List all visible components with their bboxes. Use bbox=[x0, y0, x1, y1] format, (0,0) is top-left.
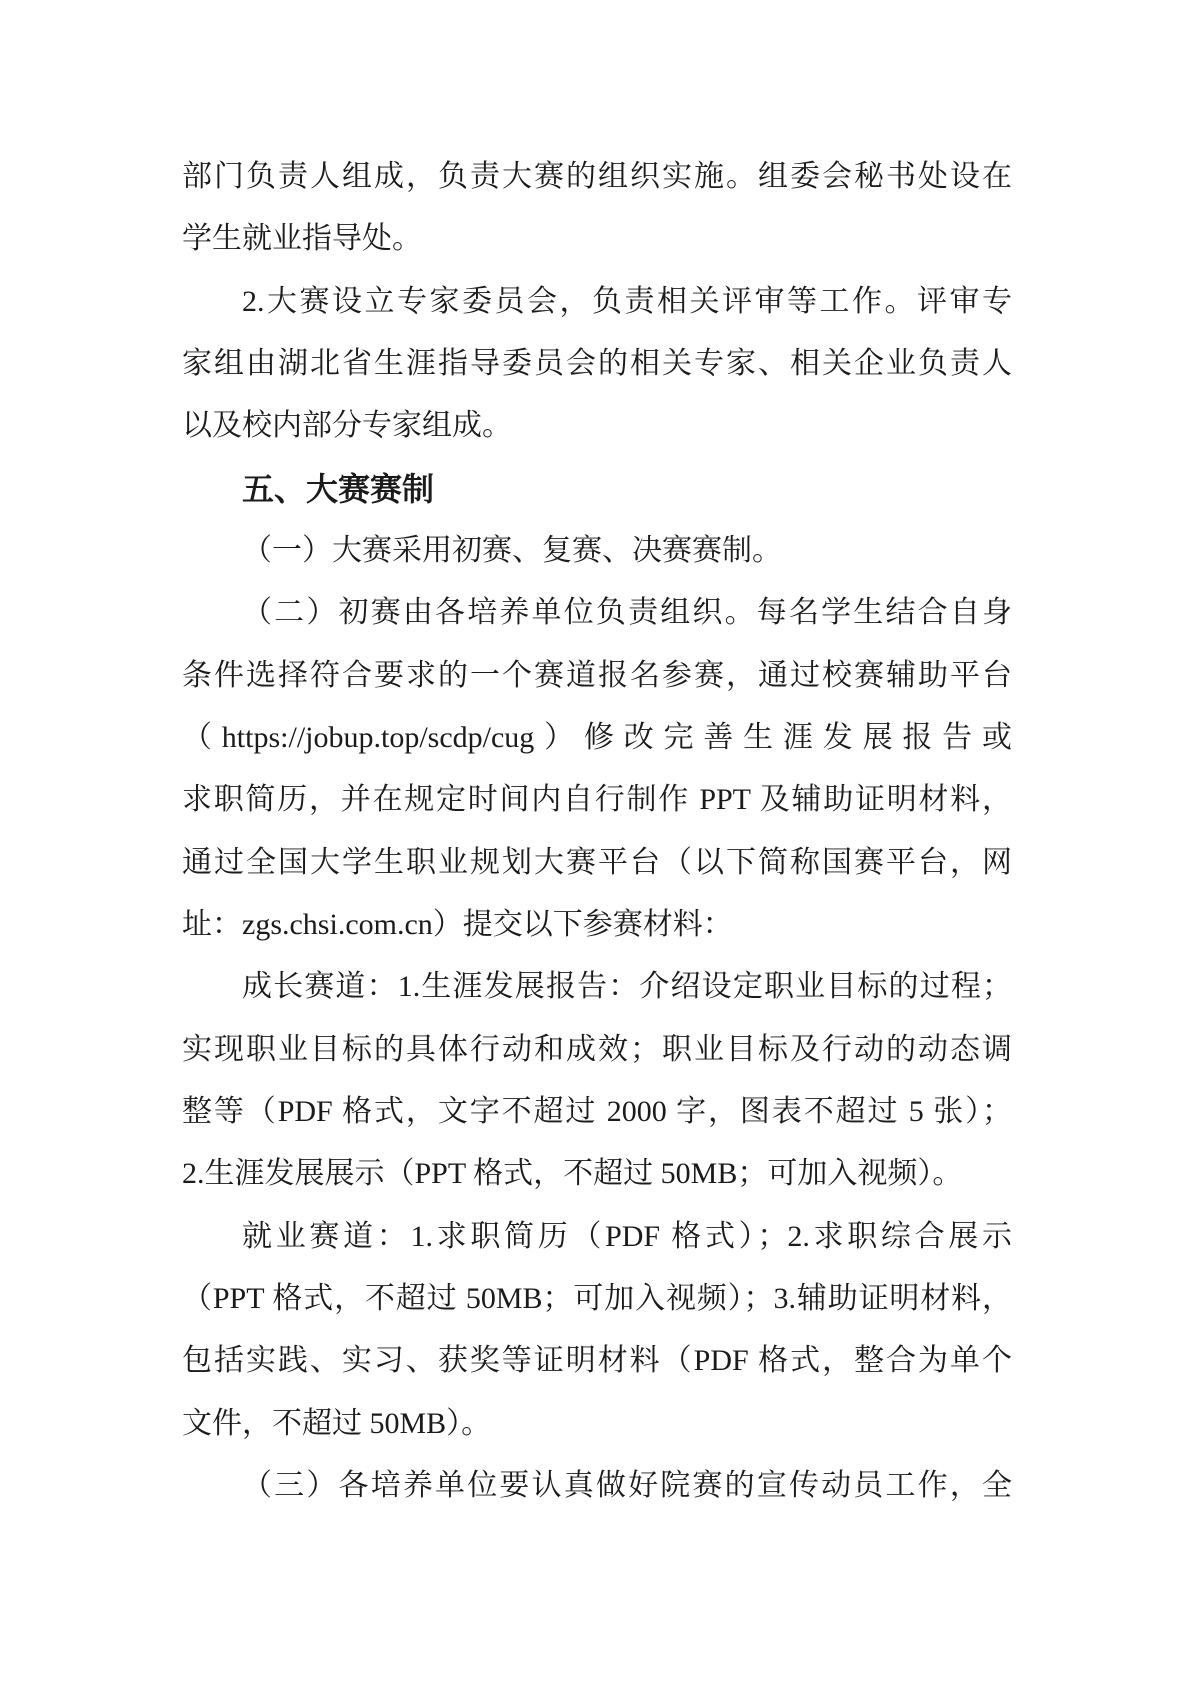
text-line-3: 2.大赛设立专家委员会，负责相关评审等工作。评审专 bbox=[242, 284, 1012, 318]
document-text-block bbox=[182, 146, 1012, 1517]
text-line-2: 学生就业指导处。 bbox=[182, 222, 422, 256]
text-line-7: （一）大赛采用初赛、复赛、决赛赛制。 bbox=[242, 533, 782, 567]
text-line-11: 求职简历，并在规定时间内自行制作 PPT 及辅助证明材料， bbox=[182, 783, 1012, 817]
section-heading: 五、大赛赛制 bbox=[242, 469, 435, 508]
text-line-22: （三）各培养单位要认真做好院赛的宣传动员工作，全 bbox=[242, 1468, 1012, 1502]
text-line-12: 通过全国大学生职业规划大赛平台（以下简称国赛平台，网 bbox=[182, 845, 1012, 879]
text-line-1: 部门负责人组成，负责大赛的组织实施。组委会秘书处设在 bbox=[182, 160, 1012, 193]
text-line-14: 成长赛道：1.生涯发展报告：介绍设定职业目标的过程； bbox=[242, 970, 1012, 1004]
text-line-21: 文件，不超过 50MB）。 bbox=[182, 1406, 492, 1440]
text-line-4: 家组由湖北省生涯指导委员会的相关专家、相关企业负责人 bbox=[182, 346, 1012, 380]
text-line-15: 实现职业目标的具体行动和成效；职业目标及行动的动态调 bbox=[182, 1032, 1012, 1066]
text-line-20: 包括实践、实习、获奖等证明材料（PDF 格式，整合为单个 bbox=[182, 1344, 1012, 1378]
text-line-19: （PPT 格式，不超过 50MB；可加入视频）；3.辅助证明材料， bbox=[182, 1281, 1012, 1315]
text-line-16: 整等（PDF 格式，文字不超过 2000 字，图表不超过 5 张）； bbox=[182, 1094, 1012, 1128]
text-line-10: （https://jobup.top/scdp/cug）修改完善生涯发展报告或 bbox=[182, 720, 1012, 754]
text-line-17: 2.生涯发展展示（PPT 格式，不超过 50MB；可加入视频）。 bbox=[182, 1157, 963, 1191]
text-line-8: （二）初赛由各培养单位负责组织。每名学生结合自身 bbox=[242, 596, 1012, 630]
text-line-18: 就业赛道：1.求职简历（PDF 格式）；2.求职综合展示 bbox=[242, 1219, 1012, 1253]
text-line-9: 条件选择符合要求的一个赛道报名参赛，通过校赛辅助平台 bbox=[182, 658, 1012, 692]
text-line-5: 以及校内部分专家组成。 bbox=[182, 409, 512, 443]
text-line-13: 址：zgs.chsi.com.cn）提交以下参赛材料： bbox=[182, 907, 733, 941]
